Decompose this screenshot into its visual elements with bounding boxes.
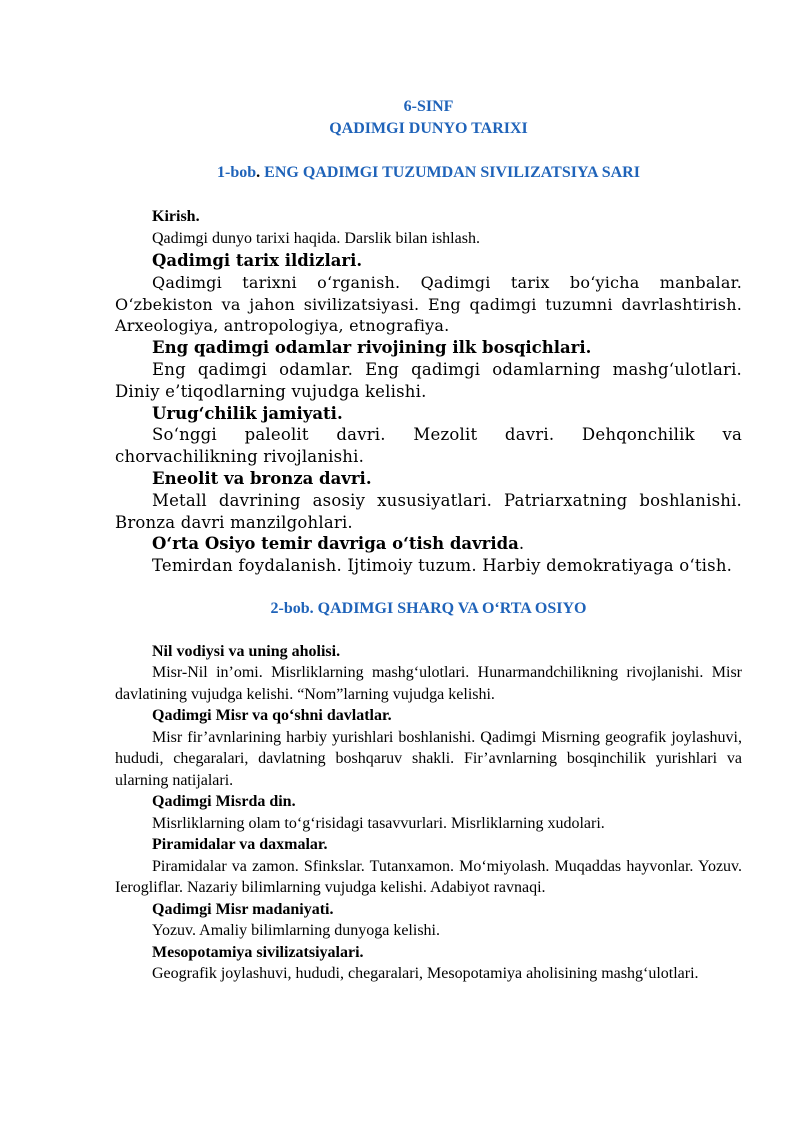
section-text: Yozuv. Amaliy bilimlarning dunyoga kelishi. [152,922,440,940]
section-heading: Qadimgi tarix ildizlari. [152,251,363,270]
section-text: So‘nggi paleolit davri. Mezolit davri. Dehqonchilik va chorvachilikning rivojlanishi. [115,425,742,467]
section-text: Eng qadimgi odamlar. Eng qadimgi odamlarning mashg‘ulotlari. Diniy e’tiqodlarning vujudga kelishi. [115,359,742,401]
section-heading: Nil vodiysi va uning aholisi. [152,642,341,660]
grade-heading: 6-SINF [403,98,454,115]
section-text: Misr-Nil in’omi. Misrliklarning mashg‘ulotlari. Hunarmandchilikning rivojlanishi. Misr davlatining vujudga kelishi. “Nom”larning vujudga kelishi. [115,664,742,703]
section-heading: Eng qadimgi odamlar rivojining ilk bosqichlari. [152,338,592,358]
section-heading: Mesopotamiya sivilizatsiyalari. [152,943,364,961]
section-heading: Eneolit va bronza davri. [152,468,372,488]
section-text: Misr fir’avnlarining harbiy yurishlari boshlanishi. Qadimgi Misrning geografik joylashuvi, hududi, chegaralari, davlatning boshqaruv shakli. Fir’avnlarning bosqinchilik yurishlari va ularning natijalari. [115,728,742,789]
section-heading-text: O‘rta Osiyo temir davriga o‘tish davrida [152,534,519,554]
section-heading [115,533,742,555]
section-heading: Piramidalar va daxmalar. [152,836,328,854]
chapter1-number: 1-bob [217,164,257,181]
subject-heading: QADIMGI DUNYO TARIXI [329,120,528,137]
section-heading: Qadimgi Misr va qo‘shni davlatlar. [152,707,392,725]
chapter1-dot: . [256,164,261,181]
section-text: Geografik joylashuvi, hududi, chegaralari, Mesopotamiya aholisining mashg‘ulotlari. [152,965,699,983]
document-page [115,96,742,985]
section-heading-suffix: . [518,534,525,554]
section-heading: Qadimgi Misrda din. [152,793,296,811]
chapter2-title: 2-bob. QADIMGI SHARQ VA O‘RTA OSIYO [270,599,587,617]
section-text: Temirdan foydalanish. Ijtimoiy tuzum. Harbiy demokratiyaga o‘tish. [152,556,733,576]
section-heading: Urug‘chilik jamiyati. [152,403,343,423]
chapter1-title [115,162,742,184]
section-text: Qadimgi dunyo tarixi haqida. Darslik bilan ishlash. [152,230,480,247]
section-heading: Qadimgi Misr madaniyati. [152,900,334,918]
section-heading: Kirish. [152,208,200,225]
section-text: Piramidalar va zamon. Sfinkslar. Tutanxamon. Mo‘miyolash. Muqaddas hayvonlar. Yozuv. Ierogliflar. Nazariy bilimlarning vujudga kelishi. Adabiyot ravnaqi. [115,857,742,897]
chapter1-name: ENG QADIMGI TUZUMDAN SIVILIZATSIYA SARI [260,164,640,181]
section-text: Metall davrining asosiy xususiyatlari. Patriarxatning boshlanishi. Bronza davri manzilgohlari. [115,490,742,532]
section-text: Qadimgi tarixni o‘rganish. Qadimgi tarix bo‘yicha manbalar. O‘zbekiston va jahon sivilizatsiyasi. Eng qadimgi tuzumni davrlashtirish. Arxeologiya, antropologiya, etnografiya. [115,272,742,336]
section-text: Misrliklarning olam to‘g‘risidagi tasavvurlari. Misrliklarning xudolari. [152,814,605,832]
